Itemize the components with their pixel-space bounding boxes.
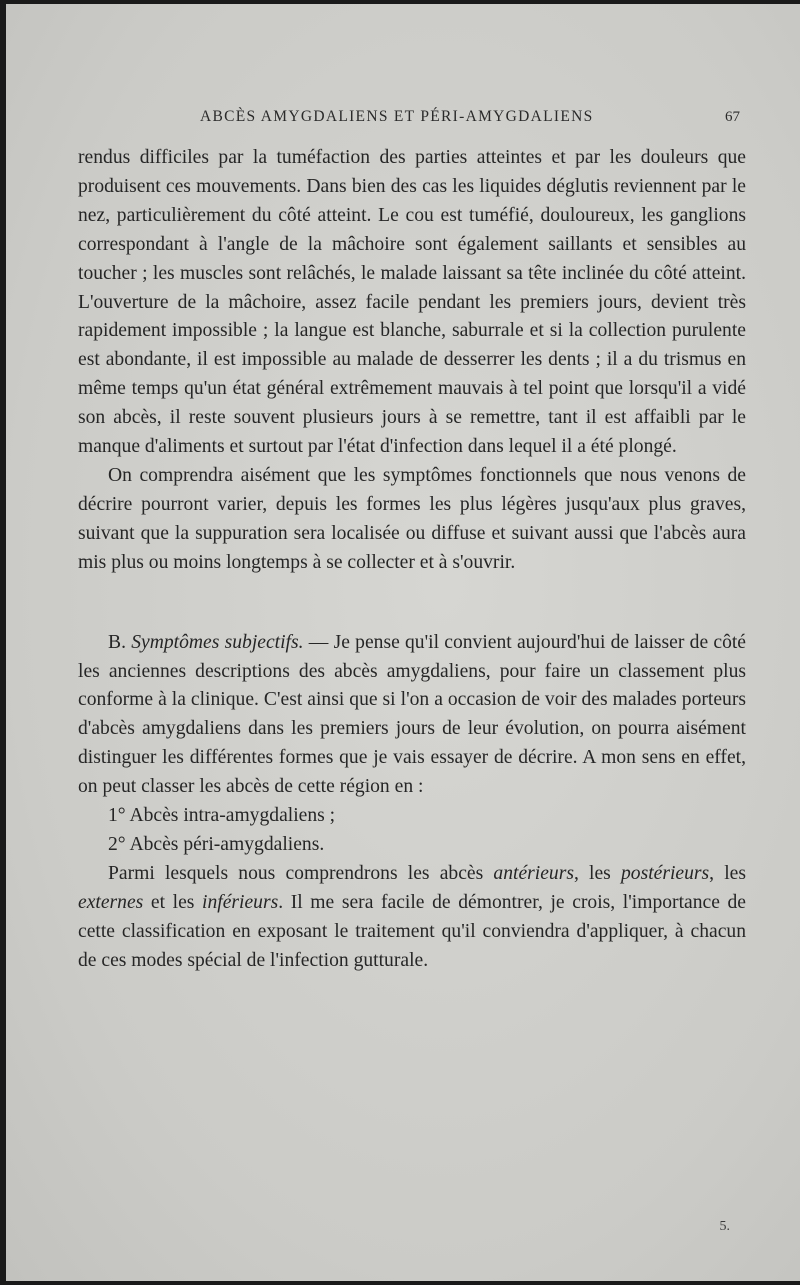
paragraph-4-part-d: et les	[143, 891, 203, 913]
paragraph-4-part-a: Parmi lesquels nous comprendrons les abcès	[108, 862, 494, 884]
term-externes: externes	[78, 891, 144, 913]
paragraph-4-part-b: , les	[573, 862, 621, 884]
paragraph-4-part-e: . Il me sera facile de démontrer, je crois, l'importance de cette classification en exposant le traitement qu'il conviendra d'appliquer, à chacun de ces modes spécial de l'infection gutturale.	[78, 891, 746, 971]
section-label: B.	[108, 631, 126, 653]
term-anterieurs: antérieurs	[493, 862, 574, 884]
running-head	[6, 108, 800, 132]
paragraph-3-body: — Je pense qu'il convient aujourd'hui de laisser de côté les anciennes descriptions des abcès amygdaliens, pour faire un classement plus conforme à la clinique. C'est ainsi que si l'on a occasion de voir des malades porteurs d'abcès amygdaliens dans les premiers jours de leur évolution, on pourra aisément distinguer les différentes formes que je vais essayer de décrire. A mon sens en effet, on peut classer les abcès de cette région en :	[78, 631, 747, 798]
paragraph-2: On comprendra aisément que les symptômes fonctionnels que nous venons de décrire pourront varier, depuis les formes les plus légères jusqu'aux plus graves, suivant que la suppuration sera localisée ou diffuse et suivant aussi que l'abcès aura mis plus ou moins longtemps à se collecter et à s'ouvrir.	[78, 464, 746, 573]
signature-mark: 5.	[719, 1219, 730, 1234]
book-page	[6, 4, 800, 1281]
body-text	[78, 144, 746, 975]
term-posterieurs: postérieurs	[620, 862, 710, 884]
paragraph-3	[78, 629, 746, 802]
section-heading: Symptômes subjectifs.	[131, 631, 304, 653]
running-title: ABCÈS AMYGDALIENS ET PÉRI-AMYGDALIENS	[200, 108, 594, 125]
section-gap	[78, 578, 746, 629]
list-item-2: 2° Abcès péri-amygdaliens.	[108, 833, 325, 855]
list-item-1: 1° Abcès intra-amygdaliens ;	[108, 805, 336, 827]
term-inferieurs: inférieurs	[202, 891, 279, 913]
paragraph-4	[78, 860, 746, 976]
paragraph-1: rendus difficiles par la tuméfaction des parties atteintes et par les douleurs que produisent ces mouvements. Dans bien des cas les liquides déglutis reviennent par le nez, particulièrement du côté atteint. Le cou est tuméfié, douloureux, les ganglions correspondant à l'angle de la mâchoire sont également saillants et sensibles au toucher ; les muscles sont relâchés, le malade laissant sa tête inclinée du côté atteint. L'ouverture de la mâchoire, assez facile pendant les premiers jours, devient très rapidement impossible ; la langue est blanche, saburrale et si la collection purulente est abondante, il est impossible au malade de desserrer les dents ; il a du trismus en même temps qu'un état général extrêmement mauvais à tel point que lorsqu'il a vidé son abcès, il reste souvent plusieurs jours à se remettre, tant il est affaibli par le manque d'aliments et surtout par l'état d'infection dans lequel il a été plongé.	[78, 147, 746, 458]
paragraph-4-part-c: , les	[709, 862, 747, 884]
page-number: 67	[725, 109, 740, 125]
